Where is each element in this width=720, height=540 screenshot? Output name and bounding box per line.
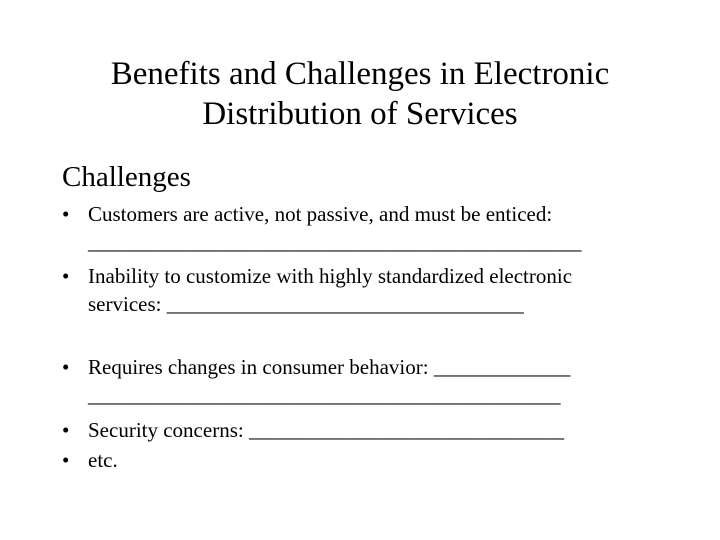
bullet-dot-icon: •	[62, 418, 70, 442]
bullet-text-line-2: _____________________________________________	[88, 383, 561, 407]
bullet-text	[88, 200, 678, 256]
bullet-text-line-1: Inability to customize with highly standardized electronic	[88, 264, 573, 288]
bullet-text-line-2: _______________________________________________	[88, 230, 582, 254]
bullet-dot-icon: •	[62, 264, 70, 288]
slide-title-line-1: Benefits and Challenges in Electronic	[110, 56, 610, 92]
bullet-dot-icon: •	[62, 355, 70, 379]
slide-title	[60, 54, 660, 134]
bullet-dot-icon: •	[62, 448, 70, 472]
bullet-text	[88, 353, 678, 409]
bullet-text-line-1: Customers are active, not passive, and must be enticed:	[88, 202, 553, 226]
section-heading: Challenges	[62, 161, 191, 193]
bullet-text-line-1: etc.	[88, 448, 118, 472]
bullet-text-line-1: Security concerns: ______________________________	[88, 418, 564, 442]
bullet-dot-icon: •	[62, 202, 70, 226]
slide-title-line-2: Distribution of Services	[202, 96, 518, 132]
bullet-text-line-2: services: __________________________________	[88, 292, 524, 316]
bullet-text-line-1: Requires changes in consumer behavior: _____________	[88, 355, 571, 379]
bullet-text	[88, 262, 678, 318]
bullet-text	[88, 416, 678, 444]
bullet-text	[88, 446, 678, 474]
